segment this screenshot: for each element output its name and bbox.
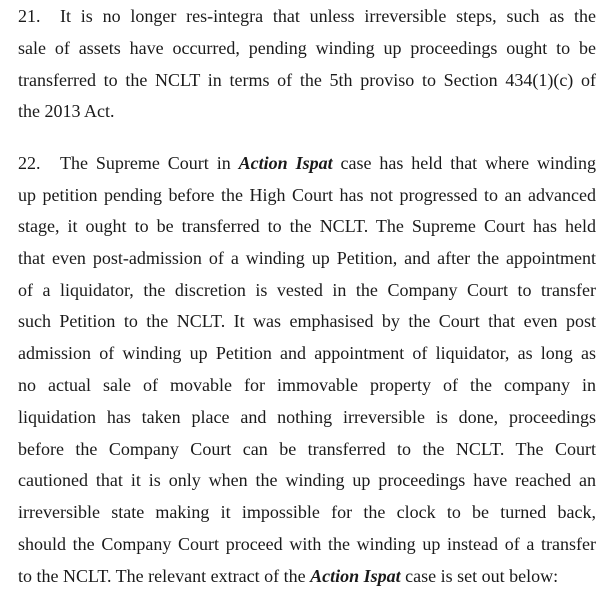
paragraph-22-line-4: that even post-admission of a winding up Petition, and after the appointment — [18, 248, 596, 268]
paragraph-22-line-12: irreversible state making it impossible for the clock to be turned back, — [18, 502, 596, 522]
paragraph-text: The Supreme Court in — [60, 153, 239, 173]
paragraph-22-line-13: should the Company Court proceed with the winding up instead of a transfer — [18, 534, 596, 554]
paragraph-21-line-1 — [18, 3, 596, 29]
paragraph-22-line-6: such Petition to the NCLT. It was emphasised by the Court that even post — [18, 311, 596, 331]
paragraph-22-line-7: admission of winding up Petition and appointment of liquidator, as long as — [18, 343, 596, 363]
paragraph-22-line-2: up petition pending before the High Court has not progressed to an advanced — [18, 185, 596, 205]
paragraph-22-line-8: no actual sale of movable for immovable property of the company in — [18, 375, 596, 395]
paragraph-22-line-10: before the Company Court can be transferred to the NCLT. The Court — [18, 439, 596, 459]
case-name-emphasis: Action Ispat — [310, 566, 401, 586]
paragraph-text: case has held that where winding — [332, 153, 596, 173]
paragraph-21-line-3: transferred to the NCLT in terms of the 5th proviso to Section 434(1)(c) of — [18, 70, 596, 90]
paragraph-22-line-11: cautioned that it is only when the winding up proceedings have reached an — [18, 470, 596, 490]
paragraph-number: 22. — [18, 153, 41, 173]
paragraph-text: case is set out below: — [400, 566, 559, 586]
paragraph-text: to the NCLT. The relevant extract of the — [18, 566, 311, 586]
paragraph-22-line-3: stage, it ought to be transferred to the NCLT. The Supreme Court has held — [18, 216, 596, 236]
case-name-emphasis: Action Ispat — [238, 153, 333, 173]
paragraph-number: 21. — [18, 6, 41, 26]
paragraph-text: It is no longer res-integra that unless irreversible steps, such as the — [60, 6, 596, 26]
paragraph-21-line-2: sale of assets have occurred, pending winding up proceedings ought to be — [18, 38, 596, 58]
paragraph-21-line-4: the 2013 Act. — [18, 101, 115, 121]
paragraph-22-line-9: liquidation has taken place and nothing irreversible is done, proceedings — [18, 407, 596, 427]
paragraph-22-line-1 — [18, 150, 596, 176]
paragraph-22-line-5: of a liquidator, the discretion is vested in the Company Court to transfer — [18, 280, 596, 300]
paragraph-22-line-14 — [18, 563, 596, 589]
